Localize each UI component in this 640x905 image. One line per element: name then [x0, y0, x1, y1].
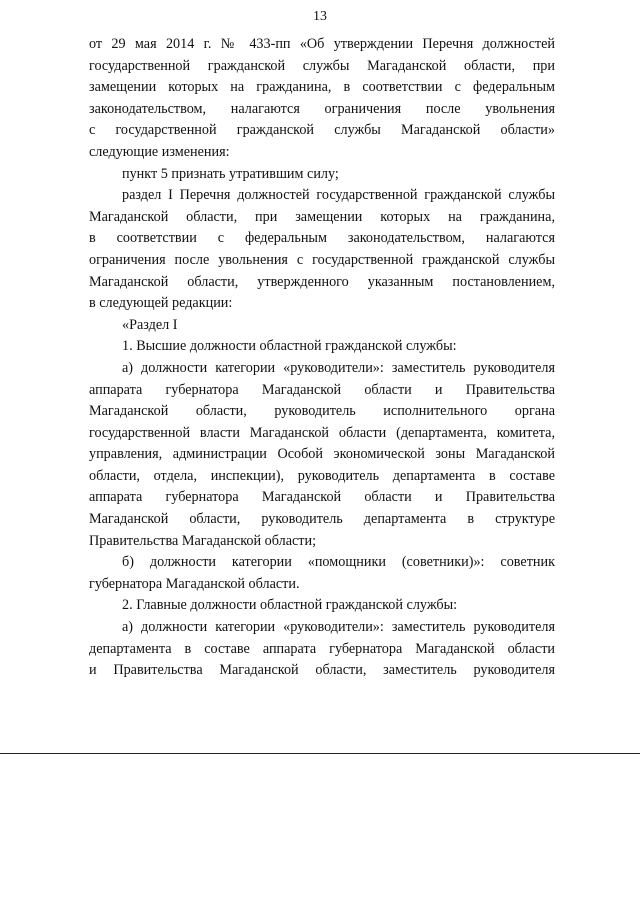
text-line: государственной власти Магаданской области (департамента, комитета,	[89, 424, 555, 441]
paragraph	[89, 617, 555, 682]
text-line: департамента в составе аппарата губернатора Магаданской области	[89, 640, 555, 657]
text-line: а) должности категории «руководители»: заместитель руководителя	[122, 619, 555, 636]
text-line: аппарата губернатора Магаданской области и Правительства	[89, 381, 555, 398]
text-line: пункт 5 признать утратившим силу;	[122, 165, 339, 182]
text-line: а) должности категории «руководители»: заместитель руководителя	[122, 359, 555, 376]
text-line: 2. Главные должности областной гражданской службы:	[122, 597, 458, 614]
text-line: 1. Высшие должности областной гражданской службы:	[122, 338, 457, 355]
text-line: Правительства Магаданской области;	[89, 532, 317, 549]
paragraph	[89, 336, 555, 358]
page-divider-line	[0, 753, 640, 754]
paragraph	[89, 552, 555, 595]
text-line: в следующей редакции:	[89, 295, 233, 312]
text-line: аппарата губернатора Магаданской области и Правительства	[89, 489, 555, 506]
paragraph	[89, 358, 555, 552]
paragraph	[89, 164, 555, 186]
text-line: законодательством, налагаются ограничения после увольнения	[89, 100, 555, 117]
paragraph	[89, 34, 555, 164]
text-line: области, отдела, инспекции), руководитель департамента в составе	[89, 467, 555, 484]
text-line: «Раздел I	[122, 316, 178, 333]
paragraph	[89, 595, 555, 617]
document-body	[89, 34, 555, 682]
text-line: Магаданской области, утвержденного указанным постановлением,	[89, 273, 555, 290]
text-line: от 29 мая 2014 г. № 433-пп «Об утверждении Перечня должностей	[89, 36, 555, 52]
text-line: ограничения после увольнения с государственной гражданской службы	[89, 251, 555, 268]
paragraph	[89, 185, 555, 315]
text-line: губернатора Магаданской области.	[89, 575, 300, 592]
text-line: б) должности категории «помощники (советники)»: советник	[122, 554, 555, 571]
paragraph	[89, 315, 555, 337]
text-line: следующие изменения:	[89, 143, 230, 160]
text-line: с государственной гражданской службы Магаданской области»	[89, 122, 555, 139]
text-line: замещении которых на гражданина, в соответствии с федеральным	[89, 79, 555, 96]
text-line: и Правительства Магаданской области, заместитель руководителя	[89, 662, 555, 679]
text-line: в соответствии с федеральным законодательством, налагаются	[89, 230, 555, 247]
text-line: Магаданской области, при замещении которых на гражданина,	[89, 208, 555, 225]
text-line: управления, администрации Особой экономической зоны Магаданской	[89, 446, 555, 463]
text-line: Магаданской области, руководитель исполнительного органа	[89, 403, 555, 420]
text-line: государственной гражданской службы Магаданской области, при	[89, 57, 555, 74]
text-line: Магаданской области, руководитель департамента в структуре	[89, 511, 555, 528]
text-line: раздел I Перечня должностей государственной гражданской службы	[122, 187, 555, 204]
page-number: 13	[313, 9, 327, 24]
